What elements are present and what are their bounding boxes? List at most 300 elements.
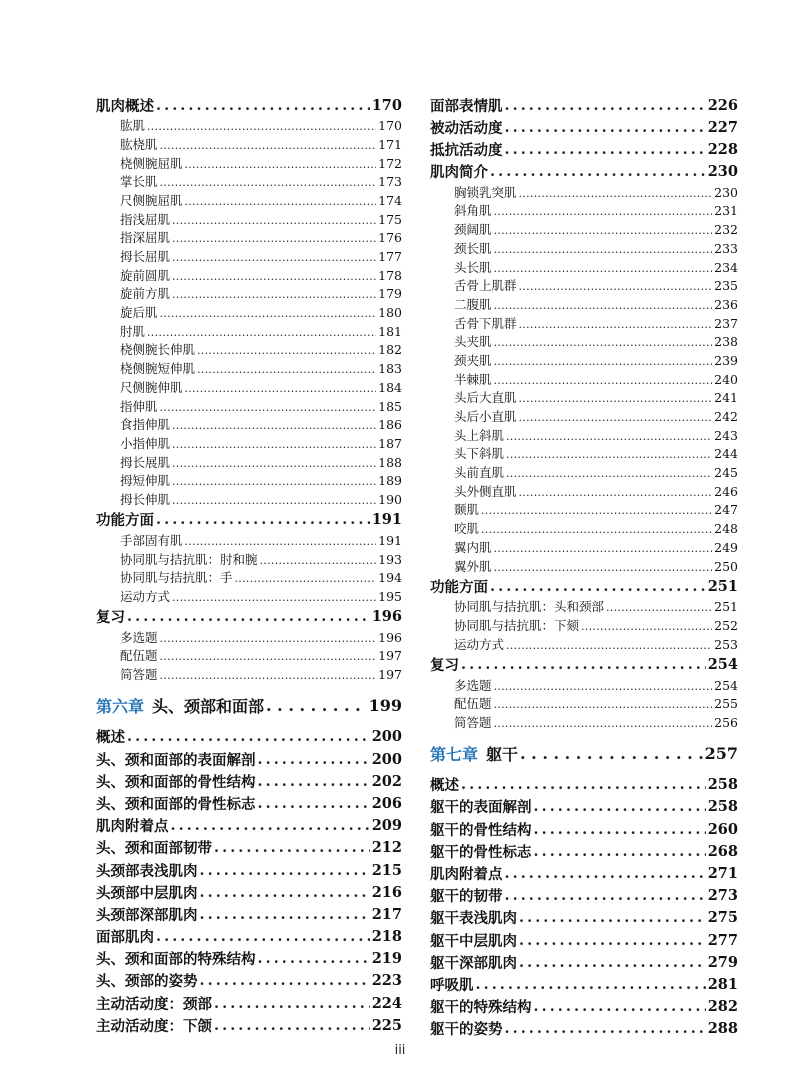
toc-subentry [96,266,402,285]
page-ref: 260 [707,820,738,838]
toc-subentry [96,172,402,191]
toc-subentry [430,694,738,713]
entry-title: 颞肌 [454,502,480,518]
toc-subentry [430,351,738,370]
page-ref: 177 [378,249,402,264]
toc-section-entry [96,970,402,992]
page-ref: 240 [714,371,738,387]
dot-leader [200,884,370,901]
dot-leader [519,278,713,293]
page-ref: 189 [378,473,402,489]
entry-title: 头下斜肌 [454,446,505,462]
entry-title: 协同肌与拮抗肌：手 [120,570,233,586]
dot-leader [160,137,377,152]
dot-leader [494,559,713,574]
entry-title: 拇长屈肌 [120,249,171,264]
entry-title: 躯干的表面解剖 [430,799,532,817]
page-ref: 196 [371,608,402,626]
toc-section-entry [96,992,402,1014]
dot-leader [494,203,713,218]
page-ref: 227 [707,118,738,136]
dot-leader [156,511,370,528]
toc-section-entry [96,859,402,881]
dot-leader [214,839,370,856]
entry-title: 协同肌与拮抗肌：肘和腕 [120,551,258,567]
page-ref: 173 [378,174,402,190]
toc-subentry [430,676,738,695]
entry-title: 舌骨下肌群 [454,315,517,331]
toc-section-entry [96,1014,402,1036]
toc-chapter-entry [430,736,738,772]
toc-section-entry [96,926,402,948]
entry-title: 胸锁乳突肌 [454,184,517,200]
toc-section-entry [430,653,738,675]
dot-leader [606,599,712,614]
dot-leader [494,260,713,275]
dot-leader [519,484,713,499]
entry-title: 躯干的韧带 [430,888,503,906]
entry-title: 颈长肌 [454,240,492,256]
dot-leader [172,230,376,245]
page-ref: 194 [378,570,402,586]
toc-section-entry [96,509,402,531]
toc-subentry [430,538,738,557]
toc-section-entry [430,818,738,840]
entry-title: 头颈部表浅肌肉 [96,862,198,880]
entry-title: 旋后肌 [120,305,158,321]
entry-title: 主动活动度：颈部 [96,995,212,1013]
entry-title: 呼吸肌 [430,976,474,994]
page-ref: 184 [378,379,402,395]
page-ref: 257 [704,744,738,764]
toc-section-entry [96,881,402,903]
page-ref: 288 [707,1020,738,1038]
dot-leader [494,678,713,693]
toc-subentry [430,183,738,202]
page-ref: 282 [707,998,738,1016]
page-ref: 209 [371,817,402,835]
page-ref: 251 [707,577,738,595]
page-ref: 188 [378,454,402,470]
entry-title: 简答题 [120,667,158,683]
entry-title: 颈夹肌 [454,352,492,368]
dot-leader [172,436,376,451]
dot-leader [461,656,706,673]
entry-title: 尺侧腕屈肌 [120,192,183,208]
entry-title: 尺侧腕伸肌 [120,379,183,395]
page-ref: 248 [714,521,738,537]
toc-subentry [96,303,402,322]
dot-leader [519,185,713,200]
dot-leader [197,361,376,376]
entry-title: 概述 [430,777,459,795]
toc-section-entry [96,770,402,792]
page-ref: 226 [707,96,738,114]
entry-title: 复习 [96,609,125,627]
toc-section-entry [430,862,738,884]
dot-leader [494,715,713,730]
dot-leader [494,334,713,349]
entry-title: 肌肉附着点 [96,818,169,836]
page-ref: 170 [378,118,402,134]
dot-leader [200,972,370,989]
page-ref: 232 [714,222,738,238]
toc-subentry [430,407,738,426]
toc-subentry [96,340,402,359]
toc-chapter-entry [96,688,402,724]
entry-title: 肌肉附着点 [430,866,503,884]
entry-title: 头、颈和面部的特殊结构 [96,951,256,969]
dot-leader [505,1020,706,1037]
toc-subentry [96,665,402,684]
page-ref: 245 [714,465,738,481]
toc-subentry [96,359,402,378]
entry-title: 肱桡肌 [120,136,158,152]
dot-leader [147,118,376,133]
chapter-number: 第七章 [430,745,479,765]
entry-title: 咬肌 [454,521,480,537]
entry-title: 食指伸肌 [120,417,171,433]
toc-subentry [430,557,738,576]
dot-leader [506,465,712,480]
dot-leader [266,696,367,715]
page-ref: 174 [378,192,402,208]
page-ref: 200 [371,728,402,746]
page-ref: 268 [707,842,738,860]
dot-leader [519,954,706,971]
dot-leader [172,589,376,604]
page-ref: 237 [714,315,738,331]
toc-section-entry [96,726,402,748]
entry-title: 头上斜肌 [454,427,505,443]
page-ref: 197 [378,648,402,664]
entry-title: 主动活动度：下颌 [96,1017,212,1035]
toc-section-entry [430,907,738,929]
dot-leader [156,928,370,945]
page-ref: 271 [707,865,738,883]
toc-subentry [96,628,402,647]
toc-subentry [96,568,402,587]
dot-leader [494,696,713,711]
dot-leader [127,608,370,625]
dot-leader [258,773,370,790]
entry-title: 旋前方肌 [120,286,171,302]
toc-subentry [96,490,402,509]
page-ref: 171 [378,136,402,152]
page-ref: 170 [371,96,402,114]
toc-section-entry [430,138,738,160]
entry-title: 头颈部中层肌肉 [96,884,198,902]
page-ref: 186 [378,417,402,433]
page-ref: 228 [707,140,738,158]
page-ref: 251 [714,599,738,615]
entry-title: 头外侧直肌 [454,483,517,499]
page-ref: 190 [378,491,402,507]
page-ref: 239 [714,352,738,368]
toc-column-left [96,94,402,1036]
entry-title: 配伍题 [120,648,158,664]
toc-subentry [430,295,738,314]
entry-title: 面部肌肉 [96,929,154,947]
page-ref: 243 [714,427,738,443]
entry-title: 头长肌 [454,259,492,275]
toc-subentry [96,135,402,154]
toc-section-entry [96,792,402,814]
toc-section-entry [430,973,738,995]
toc-subentry [430,276,738,295]
page-ref: 191 [378,532,402,548]
dot-leader [505,887,706,904]
entry-title: 拇短伸肌 [120,473,171,489]
dot-leader [534,798,706,815]
page-ref: 256 [714,715,738,730]
dot-leader [172,286,376,301]
dot-leader [505,119,706,136]
entry-title: 躯干的骨性标志 [430,843,532,861]
dot-leader [200,862,370,879]
page-ref: 273 [707,887,738,905]
page-ref: 236 [714,296,738,312]
page-ref: 195 [378,588,402,604]
entry-title: 躯干的特殊结构 [430,999,532,1017]
dot-leader [519,932,706,949]
entry-title: 头前直肌 [454,465,505,481]
page-ref: 253 [714,636,738,652]
toc-section-entry [96,94,402,116]
entry-title: 头、颈和面部的骨性结构 [96,773,256,791]
page-ref: 244 [714,446,738,462]
entry-title: 小指伸肌 [120,435,171,451]
page-ref: 215 [371,861,402,879]
dot-leader [160,305,377,320]
dot-leader [581,618,712,633]
entry-title: 头颈部深部肌肉 [96,906,198,924]
dot-leader [185,533,377,548]
page-ref: 275 [707,909,738,927]
toc-subentry [96,397,402,416]
entry-title: 翼外肌 [454,558,492,574]
toc-section-entry [96,903,402,925]
entry-title: 掌长肌 [120,174,158,190]
page-ref: 246 [714,483,738,499]
dot-leader [160,399,377,414]
entry-title: 多选题 [454,677,492,693]
entry-title: 肌肉概述 [96,97,154,115]
dot-leader [172,473,376,488]
page-ref: 217 [371,905,402,923]
dot-leader [519,909,706,926]
entry-title: 多选题 [120,629,158,645]
dot-leader [172,249,376,264]
toc-subentry [96,322,402,341]
toc-subentry [96,415,402,434]
dot-leader [171,817,370,834]
dot-leader [156,97,370,114]
toc-subentry [96,453,402,472]
toc-subentry [430,635,738,654]
dot-leader [172,212,376,227]
dot-leader [494,353,713,368]
dot-leader [519,409,713,424]
page-ref: 242 [714,409,738,424]
entry-title: 手部固有肌 [120,532,183,548]
page-ref: 182 [378,342,402,358]
toc-subentry [96,531,402,550]
page-ref: 206 [371,794,402,812]
toc-subentry [430,444,738,463]
page-ref: 219 [371,950,402,968]
page-ref: 230 [714,184,738,200]
entry-title: 躯干中层肌肉 [430,932,517,950]
entry-title: 运动方式 [120,588,171,604]
page-ref: 223 [371,972,402,990]
entry-title: 颈阔肌 [454,222,492,238]
dot-leader [505,141,706,158]
toc-section-entry [430,885,738,907]
dot-leader [520,744,703,763]
toc-column-right [430,94,738,1040]
toc-section-entry [430,840,738,862]
dot-leader [534,821,706,838]
toc-subentry [96,587,402,606]
entry-title: 功能方面 [96,512,154,530]
dot-leader [172,455,376,470]
dot-leader [160,630,377,645]
entry-title: 功能方面 [430,578,488,596]
page-ref: 225 [371,1016,402,1034]
dot-leader [127,728,370,745]
page-ref: 193 [378,551,402,567]
entry-title: 桡侧腕长伸肌 [120,342,196,358]
toc-section-entry [430,1018,738,1040]
page-ref: 181 [378,323,402,339]
dot-leader [260,552,377,567]
toc-subentry [430,500,738,519]
toc-section-entry [96,748,402,770]
toc-section-entry [96,606,402,628]
toc-subentry [430,314,738,333]
toc-subentry [430,713,738,732]
entry-title: 旋前圆肌 [120,267,171,283]
toc-subentry [96,471,402,490]
toc-section-entry [430,774,738,796]
page-ref: 224 [371,994,402,1012]
entry-title: 半棘肌 [454,371,492,387]
dot-leader [214,995,370,1012]
page-ref: 254 [707,656,738,674]
toc-subentry [96,191,402,210]
toc-section-entry [96,948,402,970]
dot-leader [506,428,712,443]
toc-subentry [96,550,402,569]
page-ref: 249 [714,539,738,555]
toc-subentry [430,201,738,220]
dot-leader [494,372,713,387]
page-ref: 281 [707,975,738,993]
page-ref: 231 [714,203,738,219]
page-ref: 255 [714,696,738,712]
dot-leader [534,998,706,1015]
dot-leader [160,667,377,682]
dot-leader [506,637,712,652]
page-ref: 238 [714,334,738,350]
toc-subentry [430,597,738,616]
toc-subentry [430,370,738,389]
dot-leader [476,976,706,993]
entry-title: 躯干表浅肌肉 [430,910,517,928]
entry-title: 指伸肌 [120,398,158,414]
entry-title: 头夹肌 [454,334,492,350]
dot-leader [200,906,370,923]
dot-leader [160,174,377,189]
entry-title: 运动方式 [454,636,505,652]
entry-title: 抵抗活动度 [430,141,503,159]
entry-title: 桡侧腕屈肌 [120,155,183,171]
page-ref: 179 [378,286,402,302]
page-ref: 247 [714,502,738,518]
entry-title: 拇长展肌 [120,454,171,470]
entry-title: 头、颈和面部韧带 [96,840,212,858]
toc-section-entry [430,796,738,818]
dot-leader [494,241,713,256]
page-number: iii [394,1043,406,1058]
entry-title: 头后大直肌 [454,390,517,406]
dot-leader [519,390,713,405]
entry-title: 二腹肌 [454,296,492,312]
toc-subentry [430,426,738,445]
toc-section-entry [430,94,738,116]
page-ref: 277 [707,931,738,949]
page-ref: 216 [371,883,402,901]
toc-subentry [96,646,402,665]
entry-title: 复习 [430,657,459,675]
toc-section-entry [96,837,402,859]
page-ref: 234 [714,259,738,275]
dot-leader [235,570,377,585]
dot-leader [172,492,376,507]
dot-leader [505,865,706,882]
entry-title: 概述 [96,729,125,747]
page-ref: 180 [378,305,402,321]
chapter-title: 躯干 [486,745,519,765]
toc-subentry [430,258,738,277]
toc-subentry [430,616,738,635]
dot-leader [481,502,712,517]
toc-subentry [430,519,738,538]
entry-title: 肘肌 [120,323,146,339]
toc-section-entry [430,929,738,951]
dot-leader [258,950,370,967]
page-ref: 241 [714,390,738,406]
toc-subentry [430,463,738,482]
dot-leader [258,751,370,768]
entry-title: 躯干的姿势 [430,1021,503,1039]
entry-title: 面部表情肌 [430,97,503,115]
toc-section-entry [430,996,738,1018]
toc-section-entry [430,116,738,138]
toc-subentry [430,239,738,258]
dot-leader [461,776,706,793]
page-ref: 250 [714,558,738,574]
toc-subentry [96,284,402,303]
toc-subentry [96,154,402,173]
dot-leader [160,648,377,663]
page-ref: 197 [378,667,402,683]
page-ref: 199 [368,696,402,716]
page-ref: 279 [707,953,738,971]
page-ref: 218 [371,928,402,946]
page-ref: 183 [378,361,402,377]
